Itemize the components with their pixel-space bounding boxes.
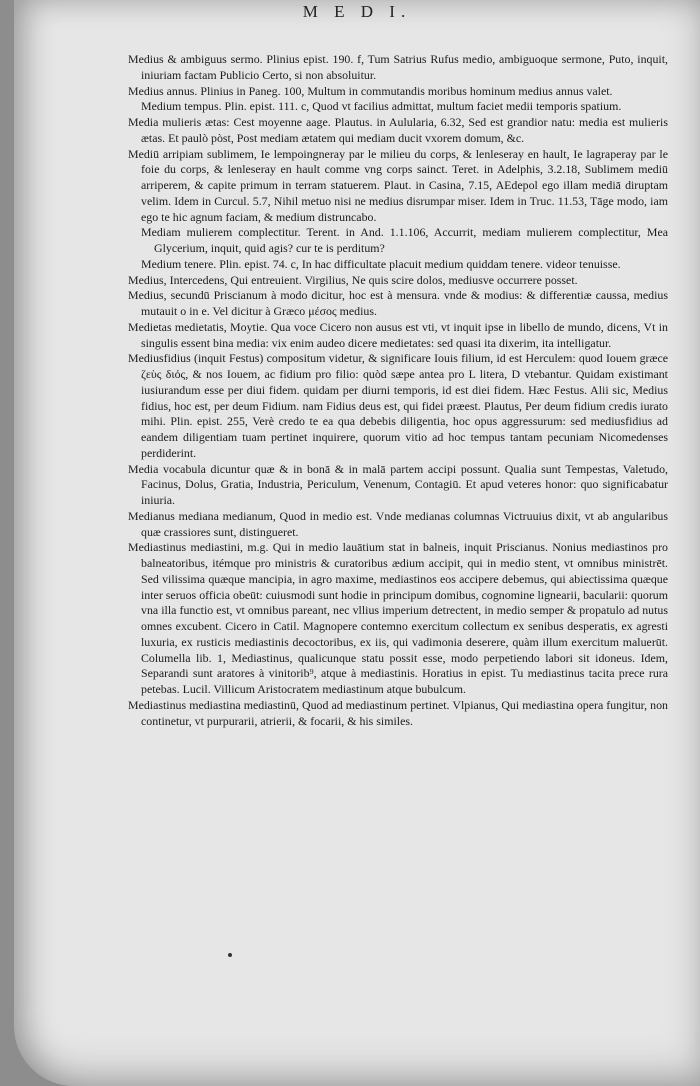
book-page (14, 0, 700, 1086)
entry-medius-ambiguus: Medius & ambiguus sermo. Plinius epist. 190. f, Tum Satrius Rufus medio, ambiguoque sermone, Puto, inquit, iniuriam factam Publicio Certo, si non absoluitur. (128, 52, 668, 82)
entry-mediastinus-noun: Mediastinus mediastini, m.g. Qui in medio lauātium stat in balneis, inquit Priscianus. Nonius mediastinos pro balneatoribus, itémque pro ministris & curatoribus ædium accipit, qui in medio stent, vt omnibus ministrēt. Sed vilissima quæque mancipia, in agro maxime, mediastinos eos accipere debemus, qui abiectissima quæque inter seruos officia obeūt: cuiusmodi sunt hodie in principum domibus, cognomine lignearii, bacularii: quorum vna illa functio est, vt omnibus pareant, nec vllius imperium detrectent, in medio semper & propatulo ad nutus omnes excubent. Cicero in Catil. Magnopere contemno exercitum collectum ex senibus desperatis, ex agresti luxuria, ex rusticis mediastinis decoctoribus, ex iis, qui vadimonia deserere, quàm illum exercitum maluerūt. Columella lib. 1, Mediastinus, qualicunque statu possit esse, modo perpetiendo labori sit idoneus. Idem, Separandi sunt aratores à vinitorib⁹, atque à mediastinis. Horatius in epist. Tu mediastinus tacita prece rura petebas. Lucil. Villicum Aristocratem mediastinum atque bubulcum. (128, 540, 668, 696)
dictionary-text (128, 52, 668, 729)
entry-medius-annus: Medius annus. Plinius in Paneg. 100, Multum in commutandis moribus hominum medius annus valet. (128, 83, 613, 98)
entry-medium-tempus: Medium tempus. Plin. epist. 111. c, Quod vt facilius admittat, multum faciet medii temporis spatium. (141, 99, 622, 114)
entry-mediastinus-adj: Mediastinus mediastina mediastinū, Quod ad mediastinum pertinet. Vlpianus, Qui mediastina opera fungitur, non continetur, vt purpurarii, atrierii, & focarii, & his similes. (128, 697, 668, 728)
running-head: M E D I. (302, 2, 412, 21)
entry-media-mulieris-aetas: Media mulieris ætas: Cest moyenne aage. Plautus. in Aulularia, 6.32, Sed est grandior natu: media est mulieris ætas. Et paulò pòst, Post mediam ætatem qui mediam ducit vxorem domum, &c. (128, 115, 668, 145)
entry-mediam-mulierem: Mediam mulierem complectitur. Terent. in And. 1.1.106, Accurrit, mediam mulierem complectitur, Mea Glycerium, inquit, quid agis? cur te is perditum? (141, 225, 668, 255)
entry-medietas: Medietas medietatis, Moytie. Qua voce Cicero non ausus est vti, vt inquit ipse in libello de mundo, dicens, Vt in singulis essent bina media: vix enim audeo dicere medietates: sed quasi ita dixerim, ita intelligatur. (128, 319, 668, 350)
entry-media-vocabula: Media vocabula dicuntur quæ & in bonā & in malā partem accipi possunt. Qualia sunt Tempestas, Valetudo, Facinus, Dolus, Gratia, Industria, Periculum, Venenum, Contagiū. Et apud veteres honor: quo significabatur iniuria. (128, 461, 668, 507)
entry-medianus: Medianus mediana medianum, Quod in medio est. Vnde medianas columnas Victruuius dixit, vt ab angularibus quæ crassiores sunt, distingueret. (128, 508, 668, 539)
entry-medius-priscianus: Medius, secundū Priscianum à modo dicitur, hoc est à mensura. vnde & modius: & differentiæ caussa, medius mutauit o in e. Vel dicitur à Græco μέσος medius. (128, 288, 668, 318)
ink-dot (228, 953, 232, 957)
entry-mediusfidius: Mediusfidius (inquit Festus) compositum videtur, & significare Iouis filium, id est Herculem: quod Iouem græce ζεὺς διός, & nos Iouem, ac fidium pro filio: quòd sæpe antea pro L litera, D vtebantur. Quidam existimant iusiurandum esse per diui fidem. quidam per diurni temporis, id est diei fidem. Hæc Festus. Alii sic, Medius fidius, hoc est, per deum Fidium. nam Fidius deus est, qui fidei præest. Plautus, Per deum fidium credis iurato mihi. Plin. epist. 255, Verè credo te ea qua debebis diligentia, hoc opus aggressurum: sed mediusfidius ad eandem diligentiam tuam pertinet inquirere, quorum vitio ad hoc tempus tantam pecuniam Nicomedenses perdiderint. (128, 351, 668, 460)
entry-medium-arripiam: Mediū arripiam sublimem, Ie lempoingneray par le milieu du corps, & lenleseray en hault, Ie lagraperay par le foie du corps, & lenleseray en hault comme vng corps sainct. Teret. in Adelphis, 3.2.18, Sublimem mediū arriperem, & capite primum in terram statuerem. Plaut. in Casina, 7.15, AEdepol ego illam mediā diruptam velim. Idem in Curcul. 5.7, Nihil metuo nisi ne medius disrumpar miser. Idem in Truc. 11.53, Tāge modo, iam ego te hic agnum faciam, & medium distruncabo. (128, 146, 668, 224)
entry-medium-tenere: Medium tenere. Plin. epist. 74. c, In hac difficultate placuit medium quiddam tenere. videor tenuisse. (141, 256, 621, 271)
entry-medius-intercedens: Medius, Intercedens, Qui entreuient. Virgilius, Ne quis scire dolos, mediusve occurrere posset. (128, 272, 578, 287)
